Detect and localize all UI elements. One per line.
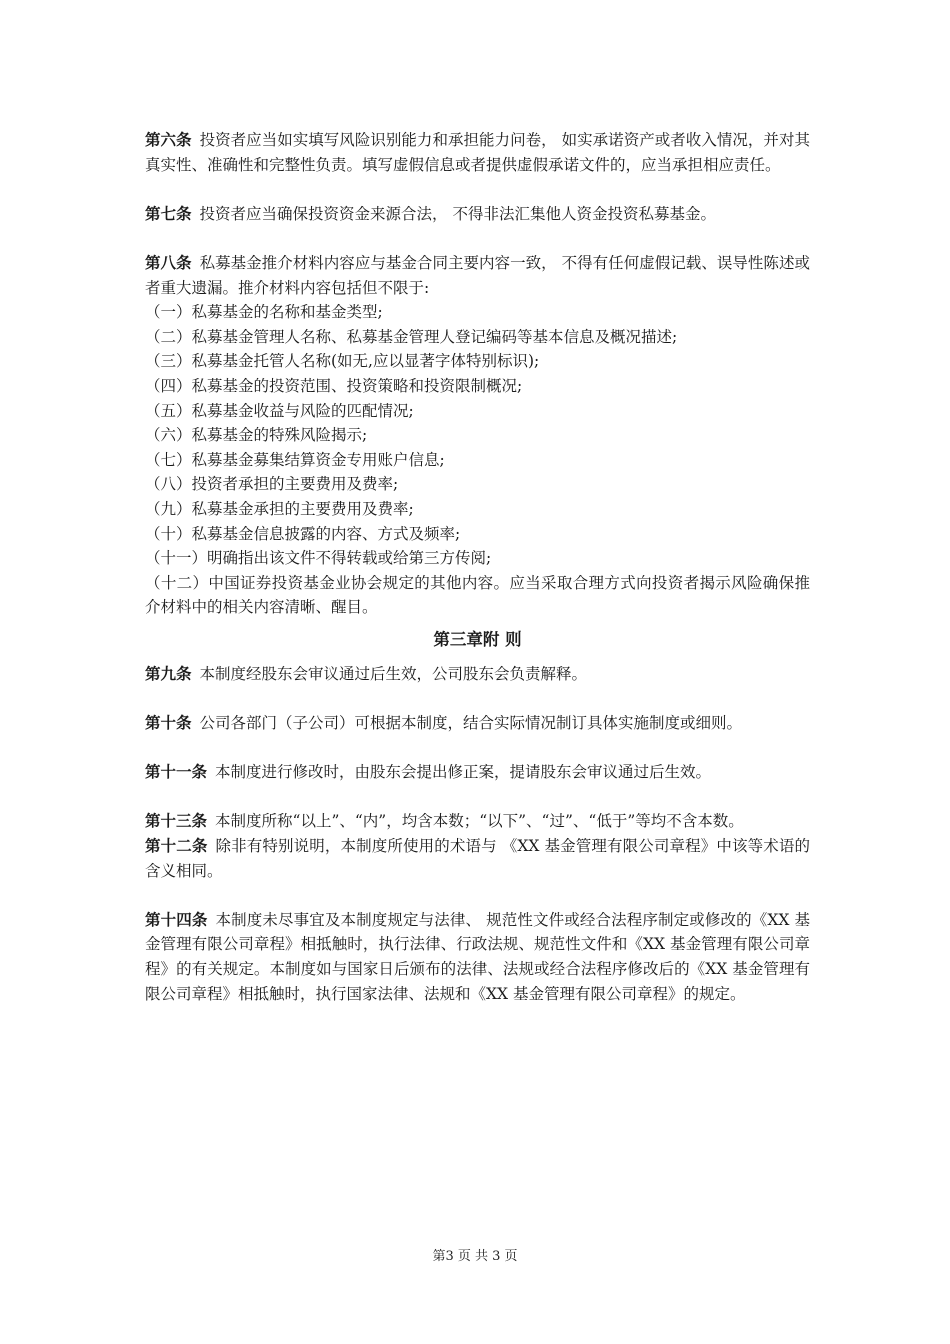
article-11 (145, 760, 810, 785)
list-item: （十一）明确指出该文件不得转载或给第三方传阅; (145, 549, 492, 568)
article-8-list (145, 300, 810, 620)
article-7-text: 投资者应当确保投资资金来源合法， 不得非法汇集他人资金投资私募基金。 (199, 204, 716, 223)
article-12-label: 第十二条 (145, 837, 208, 856)
list-item: （七）私募基金募集结算资金专用账户信息; (145, 450, 445, 469)
list-item: （十）私募基金信息披露的内容、方式及频率; (145, 524, 461, 543)
page-footer: 第3 页 共 3 页 (432, 1249, 518, 1264)
list-item: （一）私募基金的名称和基金类型; (145, 303, 383, 322)
list-item: （八）投资者承担的主要费用及费率; (145, 475, 399, 494)
list-item: （十二）中国证券投资基金业协会规定的其他内容。应当采取合理方式向投资者揭示风险确保推介材料中的相关内容清晰、醒目。 (145, 573, 810, 617)
article-7 (145, 202, 810, 227)
article-12 (145, 834, 810, 883)
article-6 (145, 128, 810, 177)
article-14-label: 第十四条 (145, 910, 208, 929)
article-7-label: 第七条 (145, 204, 192, 223)
list-item: （四）私募基金的投资范围、投资策略和投资限制概况; (145, 376, 523, 395)
article-9-text: 本制度经股东会审议通过后生效，公司股东会负责解释。 (199, 664, 588, 683)
article-6-label: 第六条 (145, 131, 192, 149)
article-14-text: 本制度未尽事宜及本制度规定与法律、 规范性文件或经合法程序制定或修改的《XX 基金管理有限公司章程》相抵触时，执行法律、行政法规、规范性文件和《XX 基金管理有限公司章程》的有关规定。本制度如与国家日后颁布的法律、法规或经合法程序修改后的《XX 基金管理有限公司章程》相抵触时，执行国家法律、法规和《XX 基金管理有限公司章程》的规定。 (145, 910, 810, 1003)
article-9-label: 第九条 (145, 664, 192, 683)
article-13-label: 第十三条 (145, 812, 208, 831)
list-item: （二）私募基金管理人名称、私募基金管理人登记编码等基本信息及概况描述; (145, 327, 678, 346)
article-9 (145, 662, 810, 687)
list-item: （五）私募基金收益与风险的匹配情况; (145, 401, 414, 420)
article-10-label: 第十条 (145, 714, 192, 733)
document-body (145, 128, 810, 1006)
article-8 (145, 251, 810, 300)
article-8-text: 私募基金推介材料内容应与基金合同主要内容一致， 不得有任何虚假记载、误导性陈述或者重大遗漏。推介材料内容包括但不限于: (145, 253, 810, 297)
article-8-label: 第八条 (145, 253, 192, 272)
chapter-title: 第三章附 则 (433, 629, 522, 649)
list-item: （六）私募基金的特殊风险揭示; (145, 426, 368, 445)
article-6-text: 投资者应当如实填写风险识别能力和承担能力问卷， 如实承诺资产或者收入情况，并对其真实性、准确性和完整性负责。填写虚假信息或者提供虚假承诺文件的，应当承担相应责任。 (145, 131, 810, 174)
article-11-label: 第十一条 (145, 763, 208, 782)
article-14 (145, 908, 810, 1006)
article-12-text: 除非有特别说明，本制度所使用的术语与 《XX 基金管理有限公司章程》中该等术语的含义相同。 (145, 837, 810, 880)
article-10 (145, 711, 810, 736)
article-10-text: 公司各部门（子公司）可根据本制度，结合实际情况制订具体实施制度或细则。 (199, 714, 743, 733)
article-13-text: 本制度所称“以上”、“内”，均含本数；“以下”、“过”、“低于”等均不含本数。 (215, 812, 744, 831)
list-item: （九）私募基金承担的主要费用及费率; (145, 499, 414, 518)
list-item: （三）私募基金托管人名称(如无,应以显著字体特别标识); (145, 352, 540, 371)
article-13 (145, 809, 810, 834)
article-11-text: 本制度进行修改时，由股东会提出修正案，提请股东会审议通过后生效。 (215, 763, 712, 782)
